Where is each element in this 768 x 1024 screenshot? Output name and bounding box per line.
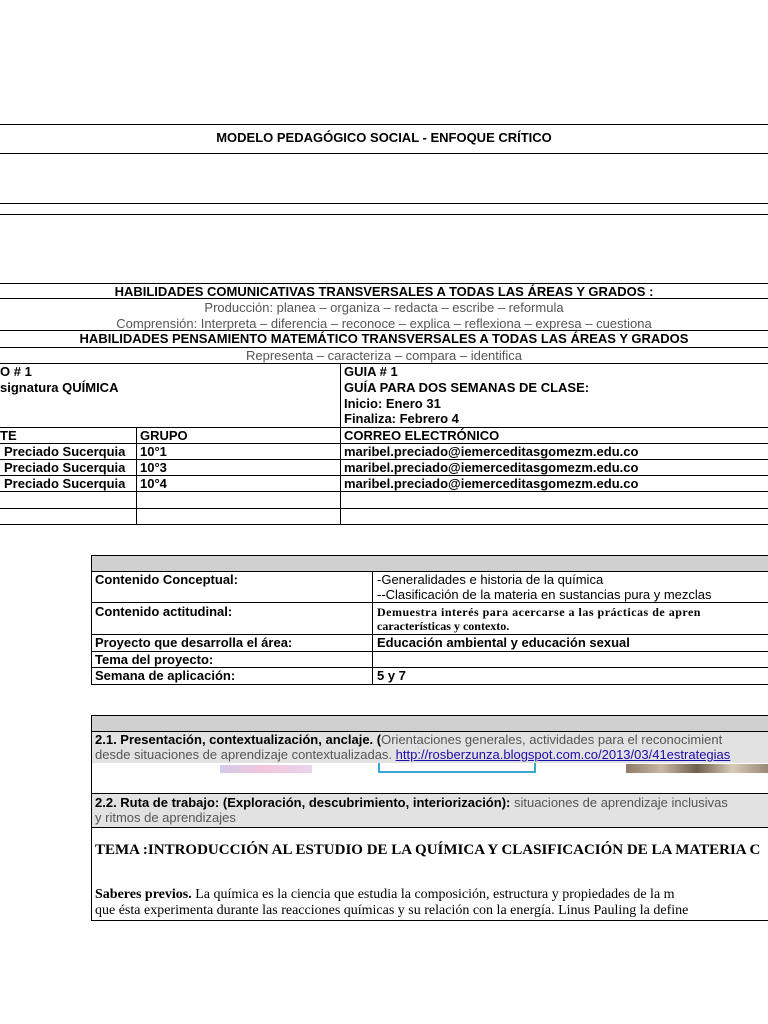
math-skills-header: HABILIDADES PENSAMIENTO MATEMÁTICO TRANSVERSALES A TODAS LAS ÁREAS Y GRADOS <box>79 331 689 346</box>
context-value: características y contexto. <box>377 619 510 633</box>
production-skills: Producción: planea – organiza – redacta – escribe – reformula <box>204 300 564 315</box>
guide-label: GUIA # 1 <box>344 364 398 379</box>
context-label: Contenido actitudinal: <box>95 604 233 619</box>
group-cell: 10°3 <box>140 460 167 475</box>
context-value: 5 y 7 <box>377 668 406 683</box>
subject-label: signatura QUÍMICA <box>0 380 119 395</box>
embedded-image-right <box>626 764 768 773</box>
teacher-cell: Preciado Sucerquia <box>4 444 126 459</box>
topic-title: TEMA :INTRODUCCIÓN AL ESTUDIO DE LA QUÍMICA Y CLASIFICACIÓN DE LA MATERIA C <box>95 842 761 858</box>
email-cell: maribel.preciado@iemerceditasgomezm.edu.co <box>344 460 639 475</box>
model-title: MODELO PEDAGÓGICO SOCIAL - ENFOQUE CRÍTICO <box>216 130 552 145</box>
email-cell: maribel.preciado@iemerceditasgomezm.edu.co <box>344 476 639 491</box>
prior-knowledge-line1: Saberes previos. La química es la ciencia que estudia la composición, estructura y propiedades de la m <box>95 887 675 902</box>
presentation-line2: desde situaciones de aprendizaje contextualizadas. http://rosberzunza.blogspot.com.co/2013/03/41estrategias <box>95 747 731 762</box>
work-route-section: 2.2. Ruta de trabajo: (Exploración, descubrimiento, interiorización): situaciones de aprendizaje inclusivas <box>95 795 728 810</box>
embedded-image-left <box>220 765 312 773</box>
period-label: O # 1 <box>0 364 32 379</box>
guide-start: Inicio: Enero 31 <box>344 396 441 411</box>
context-label: Proyecto que desarrolla el área: <box>95 635 293 650</box>
email-cell: maribel.preciado@iemerceditasgomezm.edu.co <box>344 444 639 459</box>
presentation-section: 2.1. Presentación, contextualización, anclaje. (Orientaciones generales, actividades para el reconocimient <box>95 732 723 747</box>
strategies-link[interactable]: http://rosberzunza.blogspot.com.co/2013/03/41estrategias <box>395 747 731 762</box>
group-cell: 10°4 <box>140 476 167 491</box>
context-label: Contenido Conceptual: <box>95 572 238 587</box>
work-route-line2: y ritmos de aprendizajes <box>95 810 236 825</box>
communication-skills-header: HABILIDADES COMUNICATIVAS TRANSVERSALES A TODAS LAS ÁREAS Y GRADOS : <box>114 284 654 299</box>
group-header: GRUPO <box>140 428 188 443</box>
context-value: --Clasificación de la materia en sustancias pura y mezclas <box>377 587 712 602</box>
prior-knowledge-line2: que ésta experimenta durante las reacciones químicas y su relación con la energía. Linus Pauling la define <box>95 903 689 918</box>
context-value: -Generalidades e historia de la química <box>377 572 604 587</box>
context-label: Tema del proyecto: <box>95 652 214 667</box>
guide-weeks: GUÍA PARA DOS SEMANAS DE CLASE: <box>344 380 590 395</box>
teacher-header: TE <box>0 428 17 443</box>
guide-end: Finaliza: Febrero 4 <box>344 411 459 426</box>
context-value: Educación ambiental y educación sexual <box>377 635 630 650</box>
teacher-cell: Preciado Sucerquia <box>4 476 126 491</box>
math-skills: Representa – caracteriza – compara – identifica <box>245 348 523 363</box>
context-value: Demuestra interés para acercarse a las prácticas de apren <box>377 605 701 619</box>
comprehension-skills: Comprensión: Interpreta – diferencia – reconoce – explica – reflexiona – expresa – cuestiona <box>116 316 652 331</box>
context-label: Semana de aplicación: <box>95 668 236 683</box>
email-header: CORREO ELECTRÓNICO <box>344 428 500 443</box>
embedded-image-frame <box>378 763 536 773</box>
teacher-cell: Preciado Sucerquia <box>4 460 126 475</box>
group-cell: 10°1 <box>140 444 167 459</box>
